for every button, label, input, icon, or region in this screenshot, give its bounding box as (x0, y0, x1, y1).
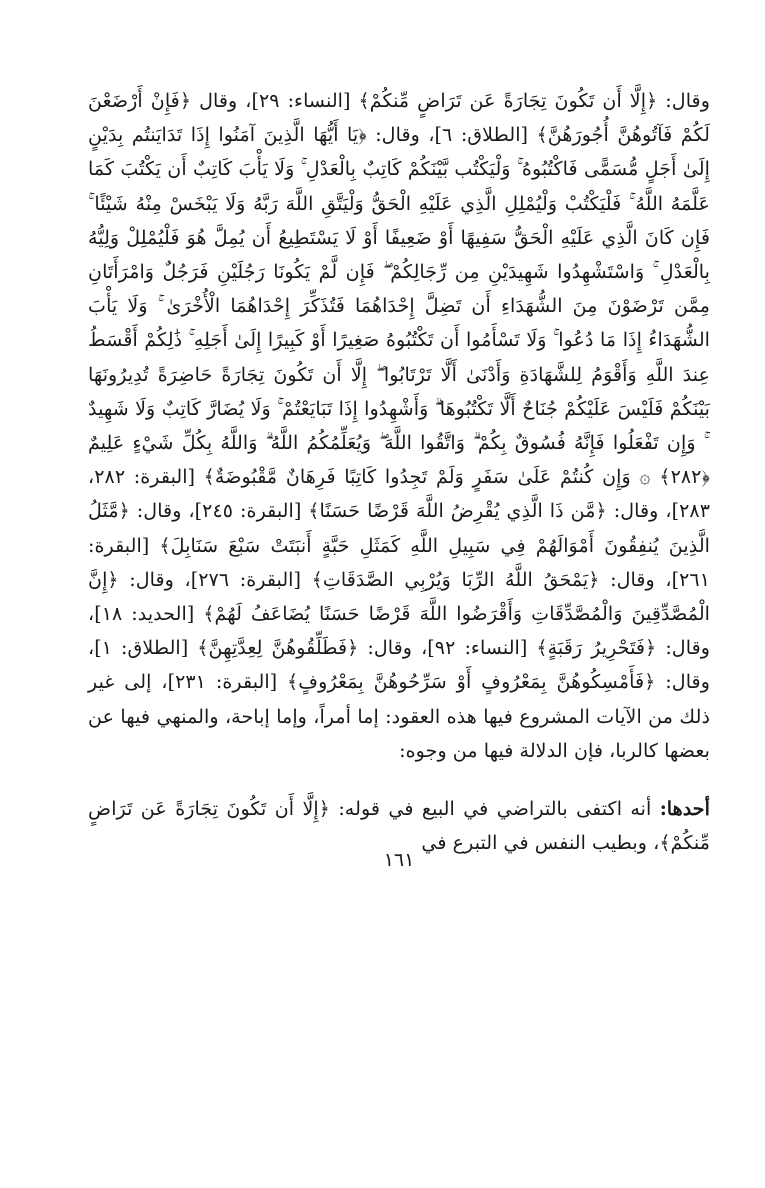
body-paragraph: وقال: ﴿إِلَّا أَن تَكُونَ تِجَارَةً عَن تَرَاضٍ مِّنكُمْ﴾ [النساء: ٢٩]، وقال ﴿فَإِنْ أَرْضَعْنَ لَكُمْ فَآتُوهُنَّ أُجُورَهُنَّ﴾ [الطلاق: ٦]، وقال: ﴿يَا أَيُّهَا الَّذِينَ آمَنُوا إِذَا تَدَايَنتُم بِدَيْنٍ إِلَىٰ أَجَلٍ مُّسَمًّى فَاكْتُبُوهُ ۚ وَلْيَكْتُب بَّيْنَكُمْ كَاتِبٌ بِالْعَدْلِ ۚ وَلَا يَأْبَ كَاتِبٌ أَن يَكْتُبَ كَمَا عَلَّمَهُ اللَّهُ ۚ فَلْيَكْتُبْ وَلْيُمْلِلِ الَّذِي عَلَيْهِ الْحَقُّ وَلْيَتَّقِ اللَّهَ رَبَّهُ وَلَا يَبْخَسْ مِنْهُ شَيْئًا ۚ فَإِن كَانَ الَّذِي عَلَيْهِ الْحَقُّ سَفِيهًا أَوْ ضَعِيفًا أَوْ لَا يَسْتَطِيعُ أَن يُمِلَّ هُوَ فَلْيُمْلِلْ وَلِيُّهُ بِالْعَدْلِ ۚ وَاسْتَشْهِدُوا شَهِيدَيْنِ مِن رِّجَالِكُمْ ۖ فَإِن لَّمْ يَكُونَا رَجُلَيْنِ فَرَجُلٌ وَامْرَأَتَانِ مِمَّن تَرْضَوْنَ مِنَ الشُّهَدَاءِ أَن تَضِلَّ إِحْدَاهُمَا فَتُذَكِّرَ إِحْدَاهُمَا الْأُخْرَىٰ ۚ وَلَا يَأْبَ الشُّهَدَاءُ إِذَا مَا دُعُوا ۚ وَلَا تَسْأَمُوا أَن تَكْتُبُوهُ صَغِيرًا أَوْ كَبِيرًا إِلَىٰ أَجَلِهِ ۚ ذَٰلِكُمْ أَقْسَطُ عِندَ اللَّهِ وَأَقْوَمُ لِلشَّهَادَةِ وَأَدْنَىٰ أَلَّا تَرْتَابُوا ۖ إِلَّا أَن تَكُونَ تِجَارَةً حَاضِرَةً تُدِيرُونَهَا بَيْنَكُمْ فَلَيْسَ عَلَيْكُمْ جُنَاحٌ أَلَّا تَكْتُبُوهَا ۗ وَأَشْهِدُوا إِذَا تَبَايَعْتُمْ ۚ وَلَا يُضَارَّ كَاتِبٌ وَلَا شَهِيدٌ ۚ وَإِن تَفْعَلُوا فَإِنَّهُ فُسُوقٌ بِكُمْ ۗ وَاتَّقُوا اللَّهَ ۖ وَيُعَلِّمُكُمُ اللَّهُ ۗ وَاللَّهُ بِكُلِّ شَيْءٍ عَلِيمٌ ﴿٢٨٢﴾ ۞ وَإِن كُنتُمْ عَلَىٰ سَفَرٍ وَلَمْ تَجِدُوا كَاتِبًا فَرِهَانٌ مَّقْبُوضَةٌ﴾ [البقرة: ٢٨٢، ٢٨٣]، وقال: ﴿مَّن ذَا الَّذِي يُقْرِضُ اللَّهَ قَرْضًا حَسَنًا﴾ [البقرة: ٢٤٥]، وقال: ﴿مَّثَلُ الَّذِينَ يُنفِقُونَ أَمْوَالَهُمْ فِي سَبِيلِ اللَّهِ كَمَثَلِ حَبَّةٍ أَنبَتَتْ سَبْعَ سَنَابِلَ﴾ [البقرة: ٢٦١]، وقال: ﴿يَمْحَقُ اللَّهُ الرِّبَا وَيُرْبِي الصَّدَقَاتِ﴾ [البقرة: ٢٧٦]، وقال: ﴿إِنَّ الْمُصَّدِّقِينَ وَالْمُصَّدِّقَاتِ وَأَقْرَضُوا اللَّهَ قَرْضًا حَسَنًا يُضَاعَفُ لَهُمْ﴾ [الحديد: ١٨]، وقال: ﴿فَتَحْرِيرُ رَقَبَةٍ﴾ [النساء: ٩٢]، وقال: ﴿فَطَلِّقُوهُنَّ لِعِدَّتِهِنَّ﴾ [الطلاق: ١]، وقال: ﴿فَأَمْسِكُوهُنَّ بِمَعْرُوفٍ أَوْ سَرِّحُوهُنَّ بِمَعْرُوفٍ﴾ [البقرة: ٢٣١]، إلى غير ذلك من الآيات المشروع فيها هذه العقود: إما أمراً، وإما إباحة، والمنهي فيها عن بعضها كالربا، فإن الدلالة فيها من وجوه: (88, 89, 711, 762)
book-page (88, 84, 710, 1184)
page-number: ١٦١ (383, 849, 415, 871)
point-heading: أحدها: (659, 797, 710, 821)
point-text: أنه اكتفى بالتراضي في البيع في قوله: ﴿إِلَّا أَن تَكُونَ تِجَارَةً عَن تَرَاضٍ مِّنكُمْ﴾، وبطيب النفس في التبرع في (88, 797, 710, 855)
